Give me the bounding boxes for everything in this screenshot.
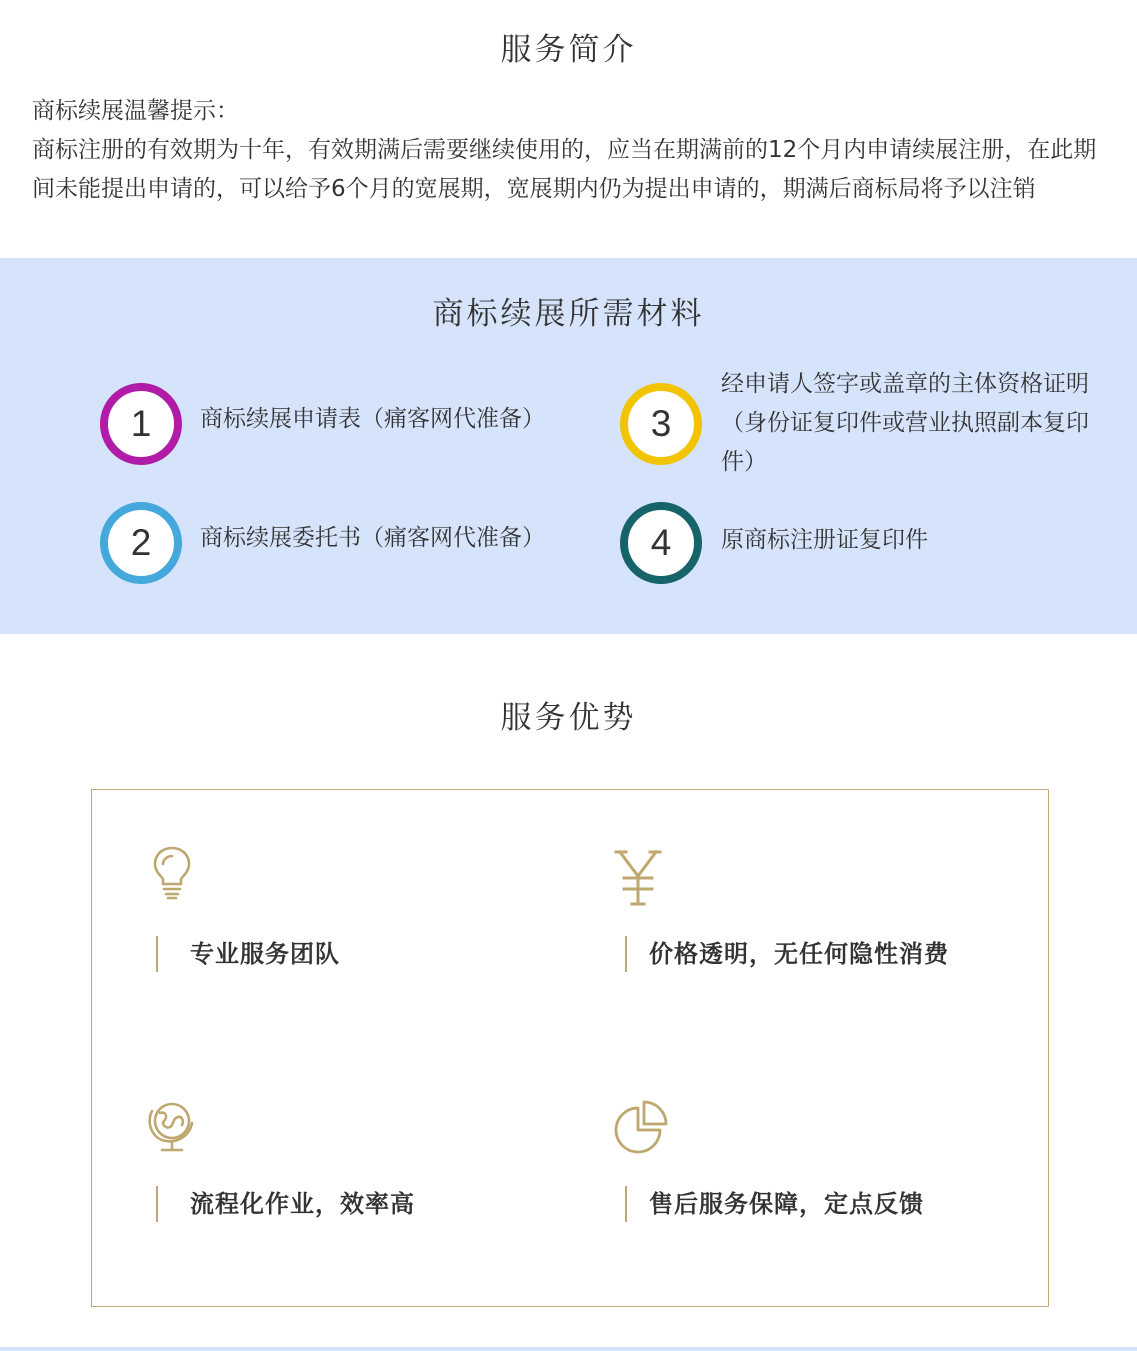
advantages-title: 服务优势 — [500, 700, 637, 736]
material-number-2: 2 — [100, 502, 182, 584]
advantage-label-4: 售后服务保障，定点反馈 — [649, 1190, 924, 1218]
yen-icon — [608, 848, 668, 908]
advantages-section — [0, 634, 1137, 1351]
materials-section — [0, 258, 1137, 634]
intro-section — [0, 0, 1137, 258]
tip-heading: 商标续展温馨提示： — [32, 98, 239, 124]
advantage-label-2: 价格透明，无任何隐性消费 — [649, 940, 949, 968]
material-number-1: 1 — [100, 383, 182, 465]
advantage-label-3: 流程化作业，效率高 — [190, 1190, 415, 1218]
intro-title: 服务简介 — [500, 32, 637, 68]
advantage-label-1: 专业服务团队 — [190, 940, 340, 968]
pie-chart-icon — [612, 1096, 672, 1156]
advantage-bar-1 — [156, 936, 158, 972]
advantage-bar-3 — [156, 1186, 158, 1222]
material-text-4: 原商标注册证复印件 — [721, 527, 928, 553]
material-number-3: 3 — [620, 383, 702, 465]
intro-text — [32, 92, 1117, 209]
advantage-bar-2 — [625, 936, 627, 972]
tip-body: 商标注册的有效期为十年，有效期满后需要继续使用的，应当在期满前的12个月内申请续展注册，在此期间未能提出申请的，可以给予6个月的宽展期，宽展期内仍为提出申请的，期满后商标局将予以注销 — [32, 137, 1097, 202]
advantages-box — [91, 789, 1049, 1307]
materials-title: 商标续展所需材料 — [432, 296, 705, 332]
material-text-3: 经申请人签字或盖章的主体资格证明（身份证复印件或营业执照副本复印件） — [721, 371, 1089, 475]
globe-icon — [142, 1095, 202, 1155]
lightbulb-icon — [142, 842, 202, 902]
material-text-1: 商标续展申请表（痛客网代准备） — [200, 406, 545, 432]
material-text-2: 商标续展委托书（痛客网代准备） — [200, 525, 545, 551]
bottom-divider — [0, 1347, 1137, 1351]
material-number-4: 4 — [620, 502, 702, 584]
advantage-bar-4 — [625, 1186, 627, 1222]
